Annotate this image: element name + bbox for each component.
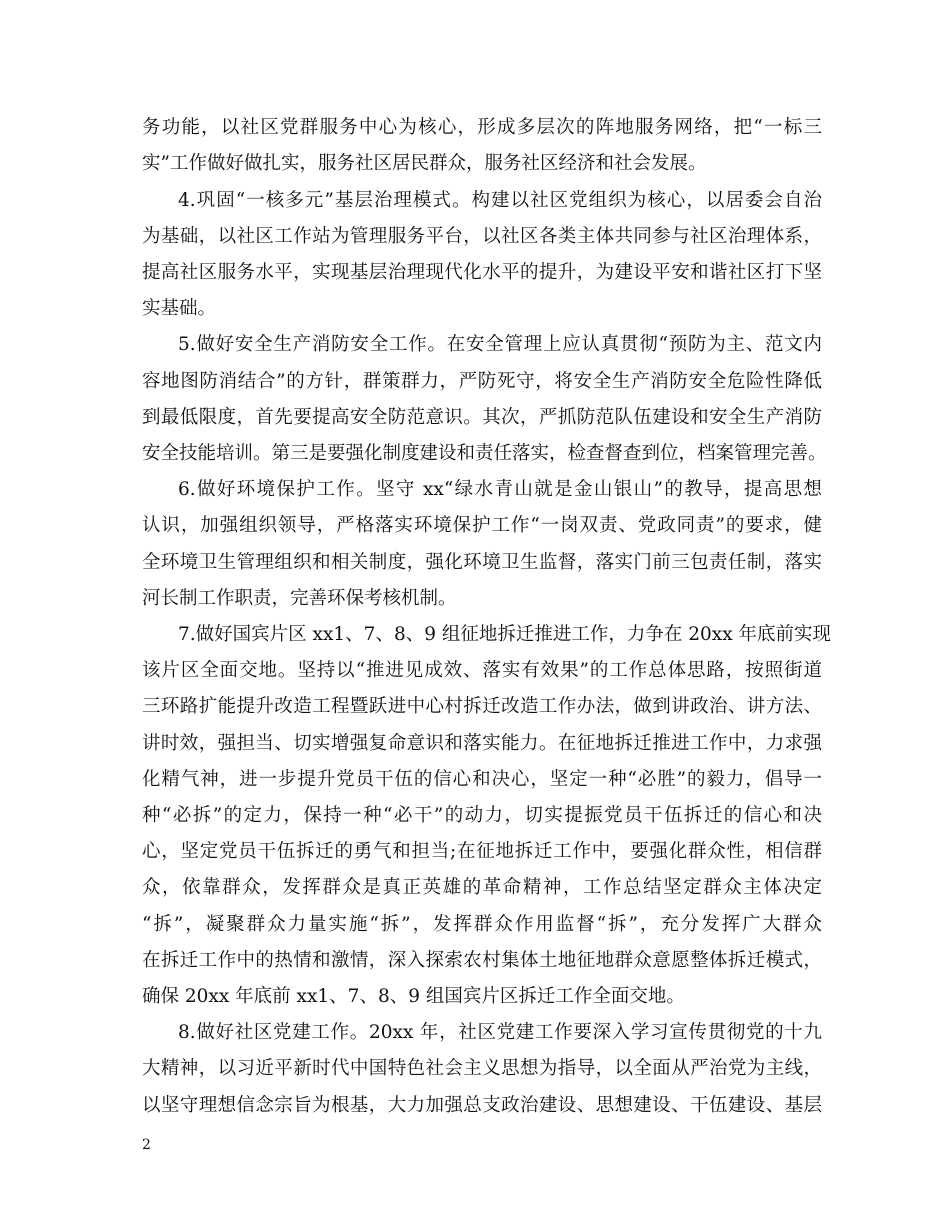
text-line: 以坚守理想信念宗旨为根基，大力加强总支政治建设、思想建设、干伍建设、基层 xyxy=(142,1095,822,1116)
text-line: 4.巩固“一核多元”基层治理模式。构建以社区党组织为核心，以居委会自治 xyxy=(178,190,822,211)
text-line: 大精神，以习近平新时代中国特色社会主义思想为指导，以全面从严治党为主线， xyxy=(142,1058,822,1079)
text-line: 该片区全面交地。坚持以“推进见成效、落实有效果”的工作总体思路，按照街道 xyxy=(142,660,822,681)
text-line: 6.做好环境保护工作。坚守 xx“绿水青山就是金山银山”的教导，提高思想 xyxy=(178,479,822,500)
text-line: 全环境卫生管理组织和相关制度，强化环境卫生监督，落实门前三包责任制，落实 xyxy=(142,552,822,573)
text-line: 讲时效，强担当、切实增强复命意识和落实能力。在征地拆迁推进工作中，力求强 xyxy=(142,733,822,754)
text-line: 三环路扩能提升改造工程暨跃进中心村拆迁改造工作办法，做到讲政治、讲方法、 xyxy=(142,696,822,717)
text-line: 7.做好国宾片区 xx1、7、8、9 组征地拆迁推进工作，力争在 20xx 年底前实现 xyxy=(178,624,832,645)
text-line: 8.做好社区党建工作。20xx 年，社区党建工作要深入学习宣传贯彻党的十九 xyxy=(178,1022,822,1043)
text-line: 实”工作做好做扎实，服务社区居民群众，服务社区经济和社会发展。 xyxy=(142,153,707,174)
text-line: 众，依靠群众，发挥群众是真正英雄的革命精神，工作总结坚定群众主体决定 xyxy=(142,877,822,898)
text-line: 认识，加强组织领导，严格落实环境保护工作“一岗双责、党政同责”的要求，健 xyxy=(142,515,822,536)
text-line: “拆”，凝聚群众力量实施“拆”，发挥群众作用监督“拆”，充分发挥广大群众 xyxy=(142,914,822,935)
text-line: 务功能，以社区党群服务中心为核心，形成多层次的阵地服务网络，把“一标三 xyxy=(142,117,822,138)
text-line: 5.做好安全生产消防安全工作。在安全管理上应认真贯彻“预防为主、范文内 xyxy=(178,334,822,355)
page-number: 2 xyxy=(142,1137,151,1153)
text-line: 种“必拆”的定力，保持一种“必干”的动力，切实提振党员干伍拆迁的信心和决 xyxy=(142,805,822,826)
text-line: 实基础。 xyxy=(142,298,217,319)
text-line: 在拆迁工作中的热情和激情，深入探索农村集体土地征地群众意愿整体拆迁模式， xyxy=(142,950,822,971)
text-line: 为基础，以社区工作站为管理服务平台，以社区各类主体共同参与社区治理体系， xyxy=(142,226,822,247)
text-line: 河长制工作职责，完善环保考核机制。 xyxy=(142,588,457,609)
text-line: 容地图防消结合”的方针，群策群力，严防死守，将安全生产消防安全危险性降低 xyxy=(142,371,822,392)
text-line: 化精气神，进一步提升党员干伍的信心和决心，坚定一种“必胜”的毅力，倡导一 xyxy=(142,769,822,790)
text-line: 提高社区服务水平，实现基层治理现代化水平的提升，为建设平安和谐社区打下坚 xyxy=(142,262,822,283)
text-line: 心，坚定党员干伍拆迁的勇气和担当;在征地拆迁工作中，要强化群众性，相信群 xyxy=(142,841,822,862)
text-line: 安全技能培训。第三是要强化制度建设和责任落实，检查督查到位，档案管理完善。 xyxy=(142,443,827,464)
text-line: 到最低限度，首先要提高安全防范意识。其次，严抓防范队伍建设和安全生产消防 xyxy=(142,407,822,428)
text-line: 确保 20xx 年底前 xx1、7、8、9 组国宾片区拆迁工作全面交地。 xyxy=(142,986,685,1007)
